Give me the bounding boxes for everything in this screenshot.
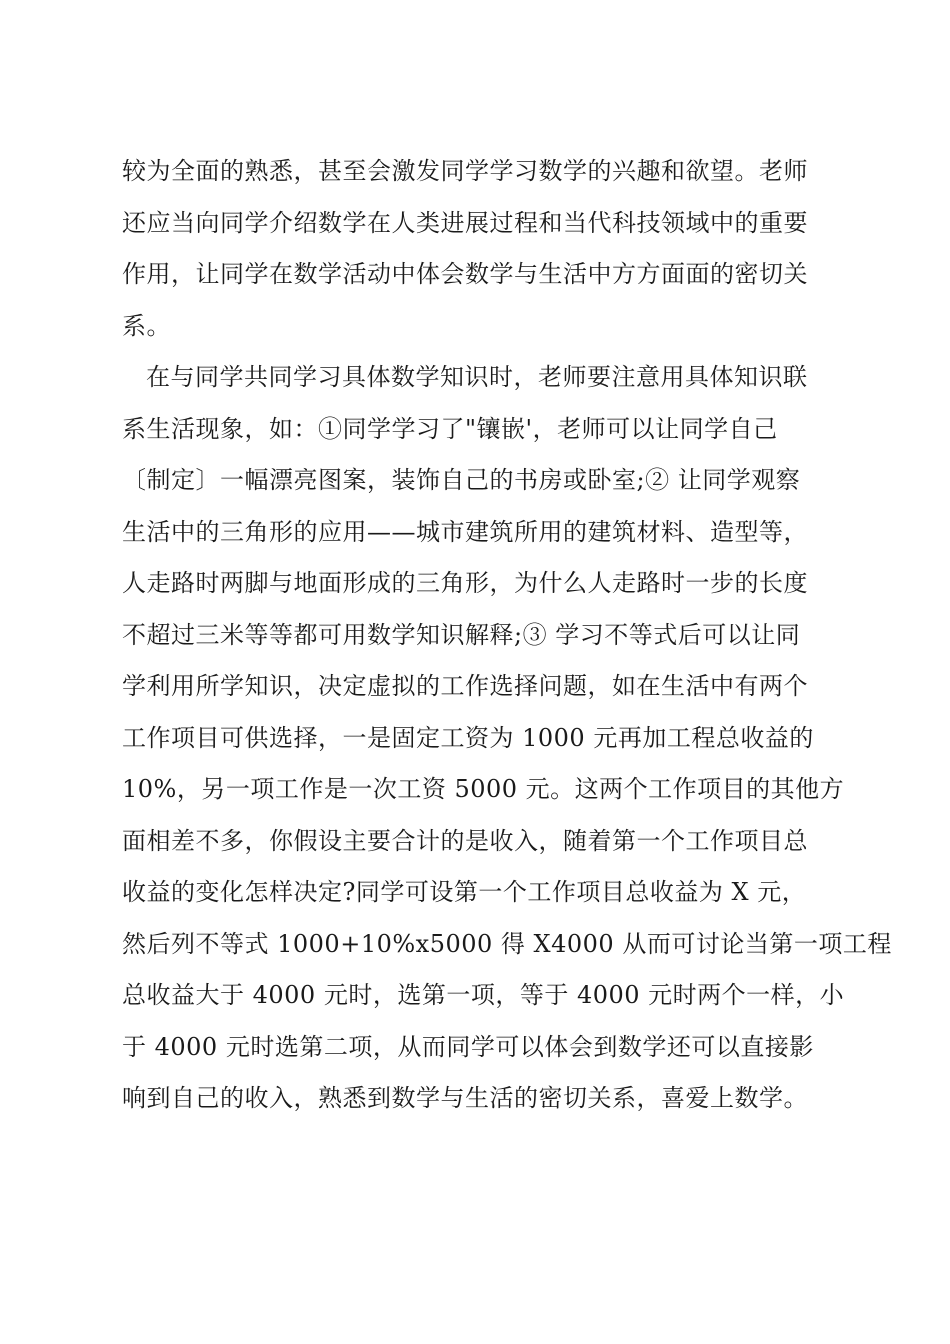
- text-line: 工作项目可供选择，一是固定工资为 1000 元再加工程总收益的: [122, 723, 814, 752]
- text-line: 较为全面的熟悉，甚至会激发同学学习数学的兴趣和欲望。老师: [122, 157, 808, 185]
- text-line: 收益的变化怎样决定?同学可设第一个工作项目总收益为 X 元，: [122, 878, 807, 906]
- document-body: [122, 146, 892, 1125]
- text-line: 生活中的三角形的应用——城市建筑所用的建筑材料、造型等，: [122, 517, 808, 546]
- text-line: 学利用所学知识，决定虚拟的工作选择问题，如在生活中有两个: [122, 672, 808, 700]
- text-line: 系生活现象，如：①同学学习了"镶嵌'，老师可以让同学自己: [122, 414, 778, 443]
- text-line: 不超过三米等等都可用数学知识解释;③ 学习不等式后可以让同: [122, 620, 801, 649]
- text-line: 作用，让同学在数学活动中体会数学与生活中方方面面的密切关: [122, 260, 808, 288]
- text-line: 于 4000 元时选第二项，从而同学可以体会到数学还可以直接影: [122, 1032, 814, 1061]
- text-line: 然后列不等式 1000+10%x5000 得 X4000 从而可讨论当第一项工程: [122, 929, 892, 958]
- text-line: 还应当向同学介绍数学在人类进展过程和当代科技领域中的重要: [122, 208, 808, 237]
- text-line: 〔制定〕一幅漂亮图案，装饰自己的书房或卧室;② 让同学观察: [122, 466, 801, 494]
- text-line: 系。: [122, 311, 171, 340]
- paragraph-start-line: 在与同学共同学习具体数学知识时，老师要注意用具体知识联: [146, 363, 808, 391]
- text-line: 响到自己的收入，熟悉到数学与生活的密切关系，喜爱上数学。: [122, 1084, 808, 1112]
- text-line: 面相差不多，你假设主要合计的是收入，随着第一个工作项目总: [122, 826, 808, 855]
- text-line: 人走路时两脚与地面形成的三角形，为什么人走路时一步的长度: [122, 569, 808, 597]
- text-line: 总收益大于 4000 元时，选第一项，等于 4000 元时两个一样，小: [122, 981, 845, 1009]
- text-line: 10%，另一项工作是一次工资 5000 元。这两个工作项目的其他方: [122, 775, 845, 803]
